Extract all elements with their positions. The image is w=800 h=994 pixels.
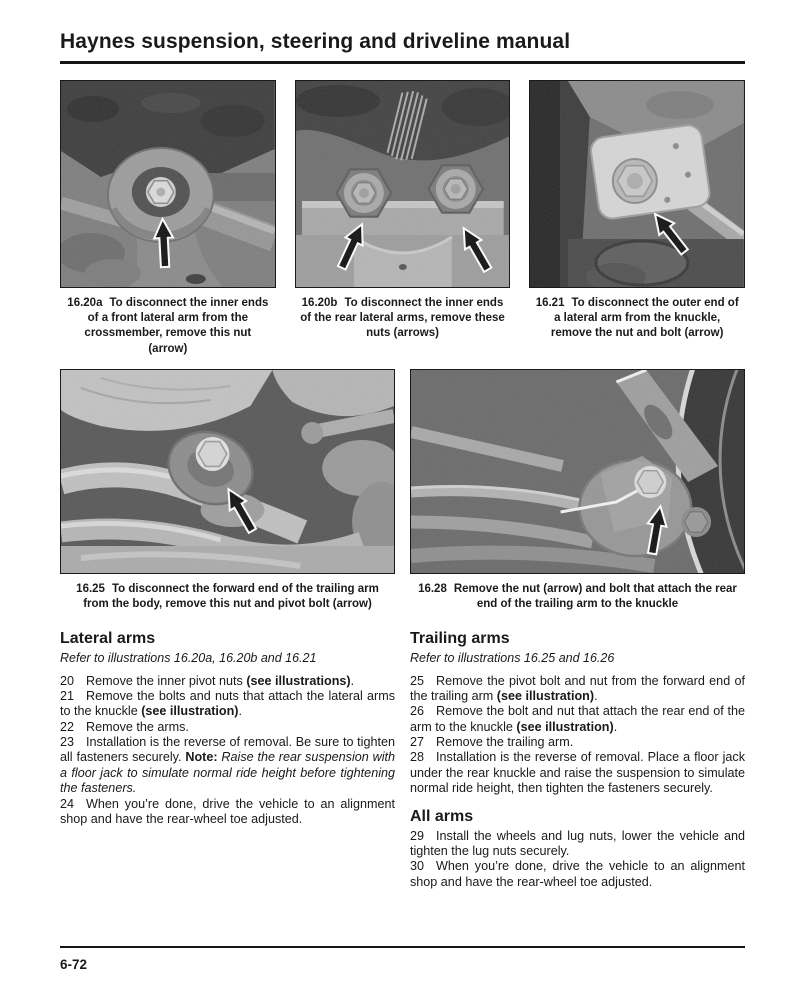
refer-line: Refer to illustrations 16.25 and 16.26: [410, 651, 615, 666]
footer-rule: [60, 946, 745, 948]
step-bold-text: (see illustration): [516, 719, 614, 734]
figure-caption-16-21: [529, 296, 745, 342]
step-text: When you’re done, drive the vehicle to an alignment shop and have the rear-wheel toe adjusted.: [60, 796, 395, 826]
step-bold-text: (see illustration): [141, 704, 239, 719]
step-text: .: [594, 689, 598, 704]
step-number: 21: [60, 689, 75, 704]
step-26: [410, 704, 745, 735]
step-text: .: [238, 704, 242, 719]
step-text: Install the wheels and lug nuts, lower the vehicle and tighten the lug nuts securely.: [410, 828, 745, 858]
page-header: [60, 30, 745, 64]
figure-16-21: [529, 80, 745, 357]
figure-16-20a: [60, 80, 276, 357]
figure-caption-text: To disconnect the forward end of the trailing arm from the body, remove this nut and pivot bolt (arrow): [83, 582, 379, 610]
step-28: [410, 750, 745, 796]
photo-16-20b: [295, 80, 511, 288]
step-20: [60, 674, 395, 689]
step-number: 20: [60, 673, 75, 688]
figure-number: 16.20b: [301, 297, 338, 309]
step-number: 25: [410, 673, 425, 688]
figure-caption-text: To disconnect the outer end of a lateral arm from the knuckle, remove the nut and bolt (arrow): [550, 297, 739, 340]
crossmember-nut-illustration: [61, 81, 275, 287]
rear-lateral-arm-nuts-illustration: [296, 81, 510, 287]
photo-16-25: [60, 369, 395, 574]
figure-16-25: [60, 369, 395, 612]
step-text: Remove the trailing arm.: [436, 735, 574, 750]
step-text: Installation is the reverse of removal. Place a floor jack under the rear knuckle and raise the suspension to simulate normal ride height, then tighten the fasteners securely.: [410, 750, 745, 796]
step-24: [60, 797, 395, 828]
procedure-columns: [60, 630, 745, 890]
photo-16-28: [410, 369, 745, 574]
step-21: [60, 689, 395, 720]
figure-16-20b: [295, 80, 511, 357]
page-footer: [60, 946, 745, 972]
step-23: [60, 735, 395, 796]
section-heading: Lateral arms: [60, 630, 156, 648]
step-22: [60, 720, 395, 735]
figure-row-middle: [60, 369, 745, 612]
refer-line: Refer to illustrations 16.20a, 16.20b and 16.21: [60, 651, 317, 666]
step-text: Remove the pivot bolt and nut from the forward end of the trailing arm: [410, 673, 745, 704]
figure-number: 16.21: [535, 297, 565, 309]
step-number: 22: [60, 719, 75, 734]
step-bold-text: (see illustration): [496, 689, 595, 704]
figure-caption-16-20a: [60, 296, 276, 357]
step-text: When you’re done, drive the vehicle to an alignment shop and have the rear-wheel toe adjusted.: [410, 859, 745, 889]
figure-caption-16-28: [410, 582, 745, 612]
section-heading: Trailing arms: [410, 630, 510, 648]
note-label: Note:: [185, 750, 222, 765]
step-text: Remove the arms.: [86, 719, 189, 734]
step-29: [410, 829, 745, 860]
page-number: 6-72: [60, 957, 88, 972]
figure-number: 16.20a: [67, 297, 103, 309]
trailing-arm-rear-knuckle-illustration: [411, 370, 744, 573]
header-rule: [60, 61, 745, 64]
photo-16-21: [529, 80, 745, 288]
figure-number: 16.25: [76, 582, 105, 595]
figure-16-28: [410, 369, 745, 612]
step-text: Remove the inner pivot nuts: [86, 673, 247, 688]
step-text: .: [613, 719, 618, 734]
section-heading-all-arms: All arms: [410, 807, 474, 825]
figure-row-top: [60, 80, 745, 357]
step-number: 24: [60, 796, 75, 811]
figure-caption-16-20b: [295, 296, 511, 342]
figure-caption-text: To disconnect the inner ends of the rear lateral arms, remove these nuts (arrows): [300, 297, 505, 340]
step-bold-text: (see illustrations): [246, 673, 351, 688]
step-30: [410, 859, 745, 890]
photo-16-20a: [60, 80, 276, 288]
note-text: Raise the rear suspension with a floor jack to simulate normal ride height before tightening the fasteners.: [60, 750, 395, 796]
step-text: Remove the bolt and nut that attach the rear end of the arm to the knuckle: [410, 704, 745, 734]
step-text: Installation is the reverse of removal. Be sure to tighten all fasteners securely.: [60, 735, 395, 765]
step-25: [410, 674, 745, 705]
knuckle-bolt-illustration: [530, 81, 744, 287]
figure-number: 16.28: [418, 582, 447, 595]
page-title: Haynes suspension, steering and driveline manual: [60, 30, 571, 53]
step-text: .: [350, 673, 355, 688]
figure-caption-16-25: [60, 582, 395, 612]
step-number: 30: [410, 859, 425, 874]
figure-caption-text: Remove the nut (arrow) and bolt that attach the rear end of the trailing arm to the knuckle: [453, 582, 737, 610]
step-number: 23: [60, 735, 75, 750]
section-lateral-arms: [60, 630, 395, 890]
figure-caption-text: To disconnect the inner ends of a front lateral arm from the crossmember, remove this nut (arrow): [84, 297, 269, 355]
step-number: 27: [410, 735, 425, 750]
section-trailing-arms: [410, 630, 745, 890]
step-number: 28: [410, 750, 425, 765]
step-27: [410, 735, 745, 750]
step-text: Remove the bolts and nuts that attach the lateral arms to the knuckle: [60, 689, 395, 719]
trailing-arm-forward-pivot-illustration: [61, 370, 394, 573]
step-number: 29: [410, 828, 425, 843]
step-number: 26: [410, 704, 425, 719]
